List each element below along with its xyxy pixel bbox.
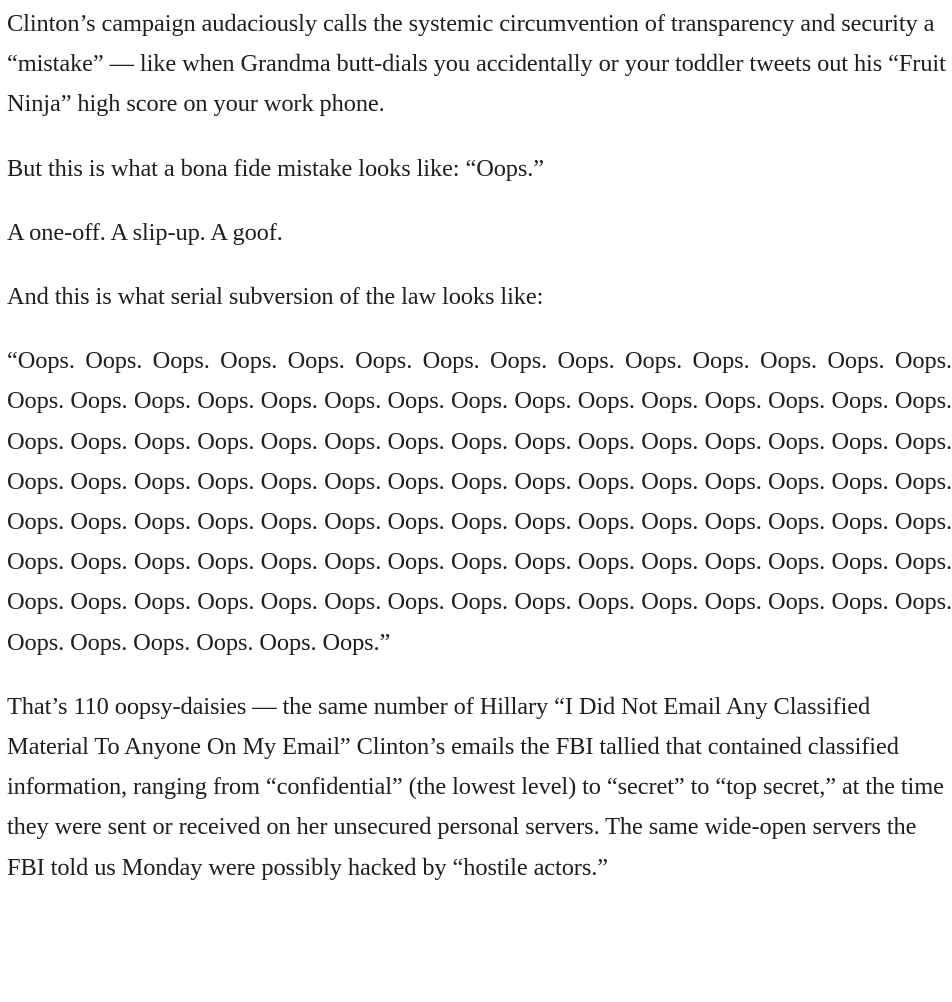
paragraph-one-off: A one-off. A slip-up. A goof.	[7, 218, 283, 246]
paragraph-mistake-intro: Clinton’s campaign audaciously calls the systemic circumvention of transparency and security a “mistake” — like when Grandma butt-dials you accidentally or your toddler tweets out his “Fruit Ninja” high score on your work phone.	[7, 10, 946, 118]
paragraph-oops-quote: “Oops. Oops. Oops. Oops. Oops. Oops. Oops. Oops. Oops. Oops. Oops. Oops. Oops. Oops. Oops. Oops. Oops. Oops. Oops. Oops. Oops. Oops. Oops. Oops. Oops. Oops. Oops. Oops. Oops. Oops. Oops. Oops. Oops. Oops. Oops. Oops. Oops. Oops. Oops. Oops. Oops. Oops. Oops. Oops. Oops. Oops. Oops. Oops. Oops. Oops. Oops. Oops. Oops. Oops. Oops. Oops. Oops. Oops. Oops. Oops. Oops. Oops. Oops. Oops. Oops. Oops. Oops. Oops. Oops. Oops. Oops. Oops. Oops. Oops. Oops. Oops. Oops. Oops. Oops. Oops. Oops. Oops. Oops. Oops. Oops. Oops. Oops. Oops. Oops. Oops. Oops. Oops. Oops. Oops. Oops. Oops. Oops. Oops. Oops. Oops. Oops. Oops. Oops. Oops. Oops. Oops. Oops. Oops. Oops. Oops.”	[7, 347, 952, 656]
paragraph-serial-subversion: And this is what serial subversion of the law looks like:	[7, 283, 544, 311]
paragraph-oopsy-daisies: That’s 110 oopsy-daisies — the same number of Hillary “I Did Not Email Any Classified Material To Anyone On My Email” Clinton’s emails the FBI tallied that contained classified information, ranging from “confidential” (the lowest level) to “secret” to “top secret,” at the time they were sent or received on her unsecured personal servers. The same wide-open servers the FBI told us Monday were possibly hacked by “hostile actors.”	[7, 692, 944, 881]
paragraph-bona-fide-mistake: But this is what a bona fide mistake looks like: “Oops.”	[7, 154, 545, 182]
